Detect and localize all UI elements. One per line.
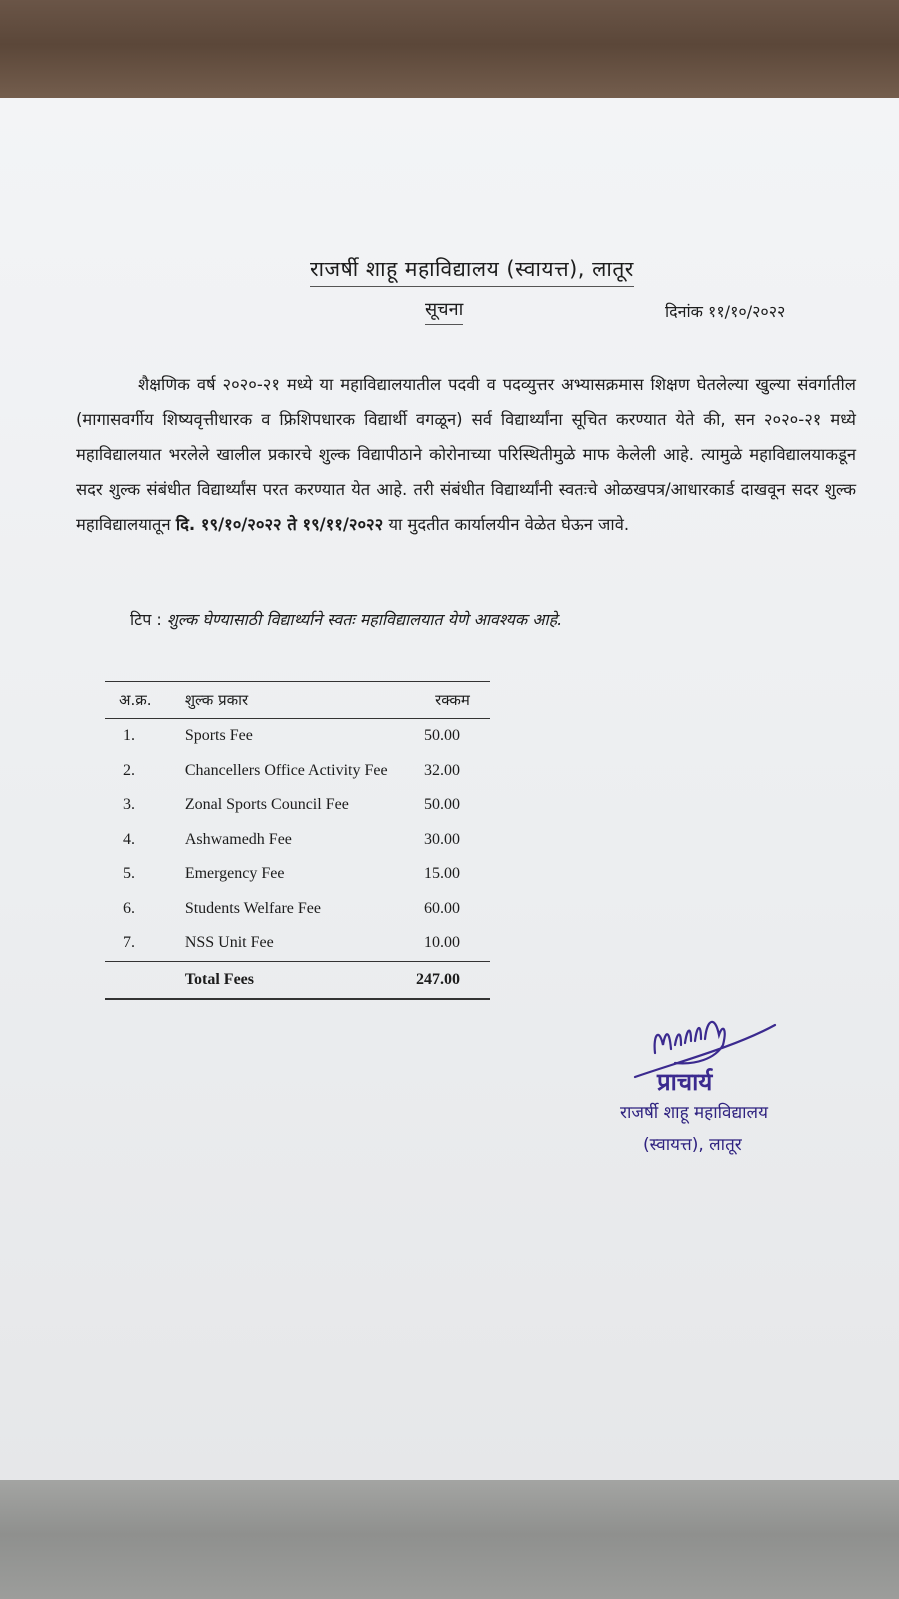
header-amount: रक्कम xyxy=(415,682,490,719)
handwritten-signature xyxy=(615,1005,835,1085)
principal-title: प्राचार्य xyxy=(657,1068,713,1096)
row-serial: 3. xyxy=(123,796,135,814)
row-amount: 15.00 xyxy=(424,865,460,883)
tip-label: टिप : xyxy=(130,610,162,629)
paragraph-end-text: या मुदतीत कार्यालयीन वेळेत घेऊन जावे. xyxy=(383,515,630,534)
row-serial: 2. xyxy=(123,761,135,779)
notice-heading: सूचना xyxy=(425,297,463,325)
notice-date: दिनांक ११/१०/२०२२ xyxy=(665,302,786,321)
total-amount: 247.00 xyxy=(415,961,490,999)
row-amount: 30.00 xyxy=(424,830,460,848)
row-fee-name: Ashwamedh Fee xyxy=(184,830,292,848)
notice-paragraph xyxy=(76,367,856,542)
row-fee-name: Zonal Sports Council Fee xyxy=(184,796,349,814)
total-row xyxy=(105,961,490,999)
total-serial-blank xyxy=(105,961,184,999)
tip-text: शुल्क घेण्यासाठी विद्यार्थ्याने स्वतः महाविद्यालयात येणे आवश्यक आहे. xyxy=(161,610,563,629)
table-row xyxy=(105,857,490,892)
fee-table-header-row xyxy=(105,682,490,719)
row-fee-name: NSS Unit Fee xyxy=(184,934,274,952)
paragraph-main-text: शैक्षणिक वर्ष २०२०-२१ मध्ये या महाविद्यालयातील पदवी व पदव्युत्तर अभ्यासक्रमास शिक्षण घेतलेल्या खुल्या संवर्गातील (मागासवर्गीय शिष्यवृत्तीधारक व फ्रिशिपधारक विद्यार्थी वगळून) सर्व विद्यार्थ्यांना सूचित करण्यात येते की, सन २०२०-२१ मध्ये महाविद्यालयात भरलेले खालील प्रकारचे शुल्क विद्यापीठाने कोरोनाच्या परिस्थितीमुळे माफ केलेली आहे. त्यामुळे महाविद्यालयाकडून सदर शुल्क संबंधीत विद्यार्थ्यांस परत करण्यात येत आहे. तरी संबंधीत विद्यार्थ्यांनी स्वतःचे ओळखपत्र/आधारकार्ड दाखवून सदर शुल्क महाविद्यालयातून xyxy=(76,375,856,534)
total-label: Total Fees xyxy=(184,961,415,999)
row-amount: 10.00 xyxy=(424,934,460,952)
row-amount: 50.00 xyxy=(424,796,460,814)
fee-table xyxy=(105,681,490,1000)
row-serial: 5. xyxy=(123,865,135,883)
table-row xyxy=(105,926,490,961)
stamp-college-location: (स्वायत्त), लातूर xyxy=(643,1135,742,1155)
header-serial: अ.क्र. xyxy=(105,682,184,719)
row-serial: 6. xyxy=(123,899,135,917)
row-amount: 50.00 xyxy=(424,727,460,745)
principal-stamp xyxy=(615,1005,835,1175)
row-amount: 32.00 xyxy=(424,761,460,779)
row-serial: 7. xyxy=(123,934,135,952)
floor-background xyxy=(0,1470,899,1599)
header-fee-type: शुल्क प्रकार xyxy=(184,682,415,719)
row-fee-name: Students Welfare Fee xyxy=(184,899,321,917)
stamp-college-name: राजर्षी शाहू महाविद्यालय xyxy=(620,1103,768,1123)
table-row xyxy=(105,892,490,927)
refund-date-range: दि. १९/१०/२०२२ ते १९/११/२०२२ xyxy=(175,515,384,534)
row-fee-name: Sports Fee xyxy=(184,727,253,745)
row-serial: 1. xyxy=(123,727,135,745)
table-row xyxy=(105,788,490,823)
college-title: राजर्षी शाहू महाविद्यालय (स्वायत्त), लातूर xyxy=(310,255,634,287)
row-fee-name: Chancellers Office Activity Fee xyxy=(184,761,388,779)
row-amount: 60.00 xyxy=(424,899,460,917)
row-fee-name: Emergency Fee xyxy=(184,865,285,883)
table-row xyxy=(105,719,490,754)
tip-note xyxy=(130,608,562,630)
wooden-surface-background xyxy=(0,0,899,112)
table-row xyxy=(105,754,490,789)
row-serial: 4. xyxy=(123,830,135,848)
table-row xyxy=(105,823,490,858)
